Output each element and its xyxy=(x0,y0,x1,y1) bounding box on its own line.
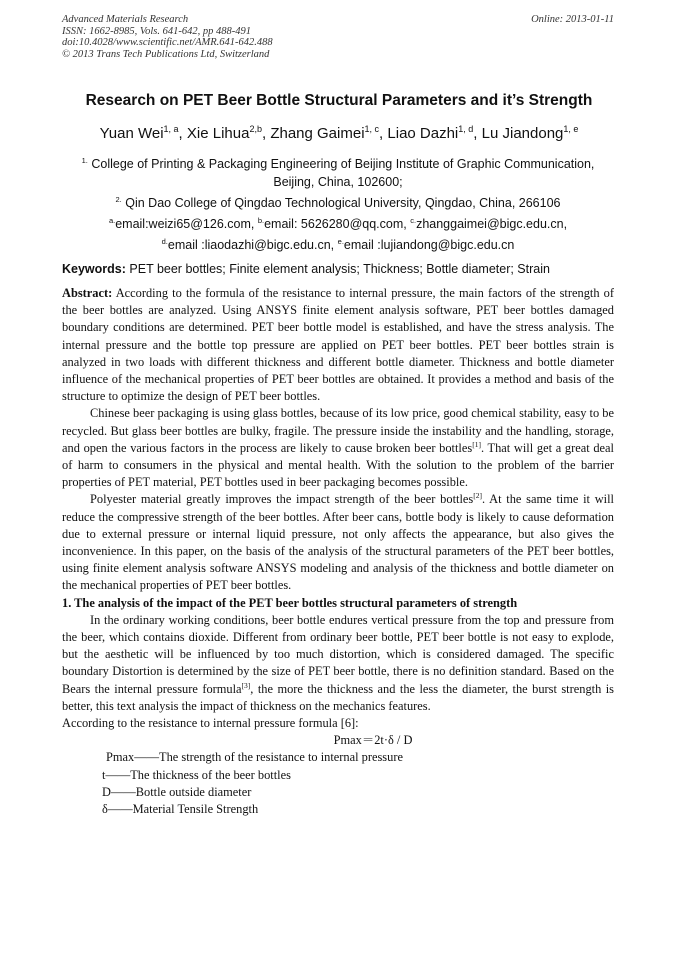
formula-definition: Pmax——The strength of the resistance to internal pressure xyxy=(106,750,403,765)
formula-definition: t——The thickness of the beer bottles xyxy=(102,767,291,782)
journal-header xyxy=(62,14,273,60)
paper-title: Research on PET Beer Bottle Structural Parameters and it’s Strength xyxy=(85,92,593,109)
formula-definition: D——Bottle outside diameter xyxy=(102,784,252,799)
author-name: Liao Dazhi xyxy=(387,125,459,142)
author-name: Yuan Wei xyxy=(99,125,164,142)
affiliation-1-city: Beijing, China, 102600; xyxy=(273,175,403,190)
affiliations xyxy=(62,152,614,255)
email-line-2: $^{d.}$email :liaodazhi@bigc.edu.cn, $^{e.}$email :lujiandong@bigc.edu.cn xyxy=(161,237,515,253)
author-name: Zhang Gaimei xyxy=(270,125,365,142)
abstract-text: According to the formula of the resistance to internal pressure, the main factors of the strength of the beer bottles are analyzed. Using ANSYS finite element analysis software, PET beer bottles damaged boundary conditions are determined. PET beer bottle model is established, and have the stress analysis. The internal pressure and the bottle top pressure are applied on PET beer bottles. PET beer bottles strain is analyzed in two loads with different thickness and different bottle diameter. Thickness and bottle diameter influence of the mechanical properties of PET beer bottles are obtained. It provides a method and basis of the structure to optimize the design of PET beer bottles. xyxy=(62,286,614,404)
abstract xyxy=(62,285,614,405)
email-link[interactable]: email: 5626280@qq.com, xyxy=(264,217,407,232)
affiliation-1: $^{1.}$ College of Printing & Packaging Engineering of Beijing Institute of Graphic Communication, xyxy=(81,156,595,172)
author-affil-mark: 1, c xyxy=(364,124,380,134)
section-heading: 1. The analysis of the impact of the PET beer bottles structural parameters of strength xyxy=(62,595,518,610)
citation: [2] xyxy=(473,491,482,501)
abstract-label: Abstract: xyxy=(62,286,113,300)
intro-paragraph-1: Chinese beer packaging is using glass bottles, because of its low price, good chemical stability, easy to be recycled. But glass beer bottles are bulky, fragile. The pressure inside the instability and the handling, storage, and open the various factors in the process are likely to cause broken beer bottles[1]. That will get a great deal of harm to consumers in the physical and mental health. With the solution to the problem of the barrier properties of PET material, PET bottles used in beer packaging becomes possible. xyxy=(62,406,614,490)
paper-body xyxy=(62,285,614,818)
email-link[interactable]: zhanggaimei@bigc.edu.cn, xyxy=(416,217,568,232)
formula-intro: According to the resistance to internal pressure formula [6]: xyxy=(62,716,359,731)
intro-paragraph-2: Polyester material greatly improves the impact strength of the beer bottles[2]. At the same time it will reduce the compressive strength of the beer bottles. After beer cans, bottle body is likely to cause deformation due to external pressure or internal liquid pressure, not only affects the appearance, but also gives the inconvenience. In this paper, on the basis of the analysis of the structural parameters of the PET beer bottles, using finite element analysis software ANSYS modeling and analysis of the thickness and bottle diameter on the mechanical properties of PET beer bottles. xyxy=(62,491,614,593)
author-affil-mark: 2,b xyxy=(249,124,262,134)
citation: [1] xyxy=(472,439,481,449)
formula-definition: δ——Material Tensile Strength xyxy=(102,802,259,817)
doi-line[interactable]: doi:10.4028/www.scientific.net/AMR.641-642.488 xyxy=(62,37,273,48)
affiliation-2: $^{2.}$ Qin Dao College of Qingdao Technological University, Qingdao, China, 266106 xyxy=(115,195,561,211)
email-link[interactable]: email :lujiandong@bigc.edu.cn xyxy=(343,238,515,253)
keywords xyxy=(62,262,614,276)
author-list: Yuan Wei$^{1, a}$, Xie Lihua$^{2,b}$, Zhang Gaimei$^{1, c}$, Liao Dazhi$^{1, d}$, Lu Jiandong$^{1, e}$ xyxy=(99,124,579,142)
citation: [3] xyxy=(241,680,251,690)
formula: Pmax＝2t·δ / D xyxy=(333,733,413,748)
email-link[interactable]: email:weizi65@126.com, xyxy=(115,217,255,232)
keywords-label: Keywords: xyxy=(62,262,126,276)
email-line-1: $^{a.}$email:weizi65@126.com, $^{b.}$email: 5626280@qq.com, $^{c.}$zhanggaimei@bigc.edu.cn, xyxy=(108,216,568,232)
author-affil-mark: 1, a xyxy=(163,124,179,134)
online-date: Online: 2013-01-11 xyxy=(531,14,614,25)
section1-paragraph-1: In the ordinary working conditions, beer bottle endures vertical pressure from the top and pressure from the beer, which contains dioxide. Different from ordinary beer bottle, PET beer bottle is not easy to explode, but the aesthetic will be influenced by too much distortion, which is considered damaged. The specific boundary Distortion is determined by the size of PET beer bottle, there is no definition standard. Based on the Bears the internal pressure formula[3], the more the thickness and the less the diameter, the burst strength is better, this text analysis the impact of thickness on the mechanics features. xyxy=(62,612,615,713)
email-link[interactable]: email :liaodazhi@bigc.edu.cn, xyxy=(167,238,335,253)
author-affil-mark: 1, e xyxy=(563,124,579,134)
copyright-line: © 2013 Trans Tech Publications Ltd, Switzerland xyxy=(62,48,270,60)
keywords-text: PET beer bottles; Finite element analysis; Thickness; Bottle diameter; Strain xyxy=(129,262,550,276)
author-name: Xie Lihua xyxy=(186,125,250,142)
author-name: Lu Jiandong xyxy=(481,125,564,142)
journal-name: Advanced Materials Research xyxy=(62,14,189,25)
issn-line: ISSN: 1662-8985, Vols. 641-642, pp 488-491 xyxy=(62,25,251,37)
author-affil-mark: 1, d xyxy=(458,124,474,134)
